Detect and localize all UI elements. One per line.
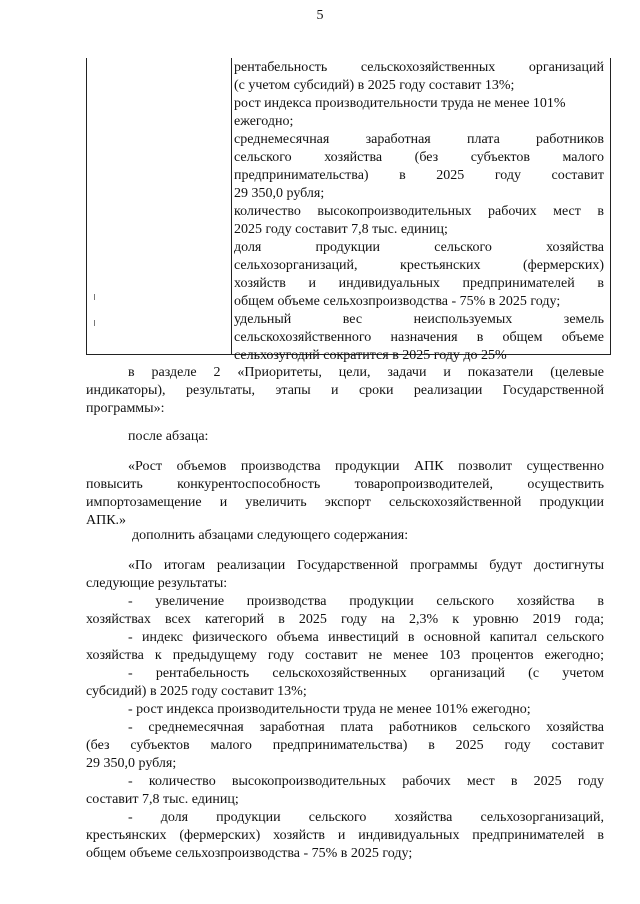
text-line: общем объеме сельхозпроизводства - 75% в 2025 году; [86, 846, 413, 861]
text-line: - индекс физического объема инвестиций в основной капитал сельского [128, 630, 604, 645]
text-line: в разделе 2 «Приоритеты, цели, задачи и показатели (целевые [128, 365, 604, 380]
table-line: 2025 году составит 7,8 тыс. единиц; [234, 222, 448, 237]
text-line: 29 350,0 рубля; [86, 756, 177, 771]
table-line: сельхозорганизаций, крестьянских (фермерских) [234, 258, 604, 273]
text-line: - рост индекса производительности труда не менее 101% ежегодно; [128, 702, 531, 717]
text-line: индикаторы), результаты, этапы и сроки реализации Государственной [86, 383, 604, 398]
page-number: 5 [316, 8, 324, 23]
text-line: (без субъектов малого предпринимательства) в 2025 году составит [86, 738, 604, 753]
table-line: 29 350,0 рубля; [234, 186, 325, 201]
table-line: рентабельность сельскохозяйственных организаций [234, 60, 604, 75]
supplement-label: дополнить абзацами следующего содержания: [132, 528, 409, 543]
text-line: программы»: [86, 401, 165, 416]
text-line: «По итогам реализации Государственной программы будут достигнуты [128, 558, 604, 573]
table-right-cell [230, 58, 611, 363]
text-line: субсидий) в 2025 году составит 13%; [86, 684, 307, 699]
table-left-cell [86, 58, 232, 355]
text-line: хозяйствах всех категорий в 2025 году на 2,3% к уровню 2019 года; [86, 612, 604, 627]
text-line: - доля продукции сельского хозяйства сельхозорганизаций, [128, 810, 604, 825]
text-line: - рентабельность сельскохозяйственных организаций (с учетом [128, 666, 604, 681]
text-line: импортозамещение и увеличить экспорт сельскохозяйственной продукции [86, 495, 604, 510]
text-line: составит 7,8 тыс. единиц; [86, 792, 239, 807]
table-line: общем объеме сельхозпроизводства - 75% в 2025 году; [234, 294, 561, 309]
after-paragraph-label: после абзаца: [128, 429, 209, 444]
scan-mark [94, 294, 95, 300]
indicators-table [86, 58, 614, 363]
table-line: сельского хозяйства (без субъектов малого [234, 150, 604, 165]
text-line: - среднемесячная заработная плата работников сельского хозяйства [128, 720, 604, 735]
scan-mark [94, 320, 95, 326]
table-line: удельный вес неиспользуемых земель [234, 312, 604, 327]
table-line: (с учетом субсидий) в 2025 году составит 13%; [234, 78, 515, 93]
text-line: - увеличение производства продукции сельского хозяйства в [128, 594, 604, 609]
text-line: «Рост объемов производства продукции АПК позволит существенно [128, 459, 604, 474]
table-line: количество высокопроизводительных рабочих мест в [234, 204, 604, 219]
table-line: предпринимательства) в 2025 году составит [234, 168, 604, 183]
text-line: следующие результаты: [86, 576, 228, 591]
table-line: рост индекса производительности труда не менее 101% [234, 96, 566, 111]
table-line: хозяйств и индивидуальных предпринимателей в [234, 276, 604, 291]
table-line: сельскохозяйственного назначения в общем объеме [234, 330, 604, 345]
text-line: крестьянских (фермерских) хозяйств и индивидуальных предпринимателей в [86, 828, 604, 843]
table-line: среднемесячная заработная плата работников [234, 132, 604, 147]
table-line: сельхозугодий сократится в 2025 году до 25% [234, 348, 507, 363]
text-line: хозяйства к предыдущему году составит не менее 103 процентов ежегодно; [86, 648, 604, 663]
text-line: повысить конкурентоспособность товаропроизводителей, осуществить [86, 477, 604, 492]
text-line: - количество высокопроизводительных рабочих мест в 2025 году [128, 774, 604, 789]
table-line: ежегодно; [234, 114, 294, 129]
table-line: доля продукции сельского хозяйства [234, 240, 604, 255]
text-line: АПК.» [86, 513, 127, 528]
